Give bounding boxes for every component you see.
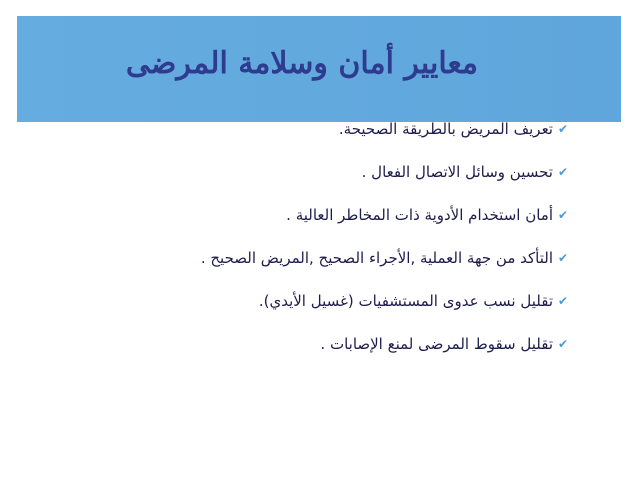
bullet-text: التأكد من جهة العملية ,الأجراء الصحيح ,المريض الصحيح . — [200, 249, 553, 267]
list-item — [50, 242, 570, 274]
bullet-text: تقليل نسب عدوى المستشفيات (غسيل الأيدي). — [258, 292, 553, 310]
slide-title: معايير أمان وسلامة المرضى — [125, 46, 478, 81]
bullet-text: تعريف المريض بالطريقة الصحيحة. — [338, 120, 553, 138]
checkmark-icon: ✔ — [557, 294, 569, 308]
list-item — [50, 113, 570, 145]
bullet-text: تحسين وسائل الاتصال الفعال . — [361, 163, 553, 181]
checkmark-icon: ✔ — [557, 251, 569, 265]
checkmark-icon: ✔ — [557, 165, 569, 179]
checkmark-icon: ✔ — [557, 122, 569, 136]
list-item — [50, 199, 570, 231]
bullet-text: أمان استخدام الأدوية ذات المخاطر العالية . — [286, 206, 553, 224]
list-item — [50, 328, 570, 360]
bullet-text: تقليل سقوط المرضى لمنع الإصابات . — [320, 335, 553, 353]
list-item — [50, 285, 570, 317]
list-item — [50, 156, 570, 188]
checkmark-icon: ✔ — [557, 208, 569, 222]
checkmark-icon: ✔ — [557, 337, 569, 351]
bullet-list — [50, 113, 570, 371]
